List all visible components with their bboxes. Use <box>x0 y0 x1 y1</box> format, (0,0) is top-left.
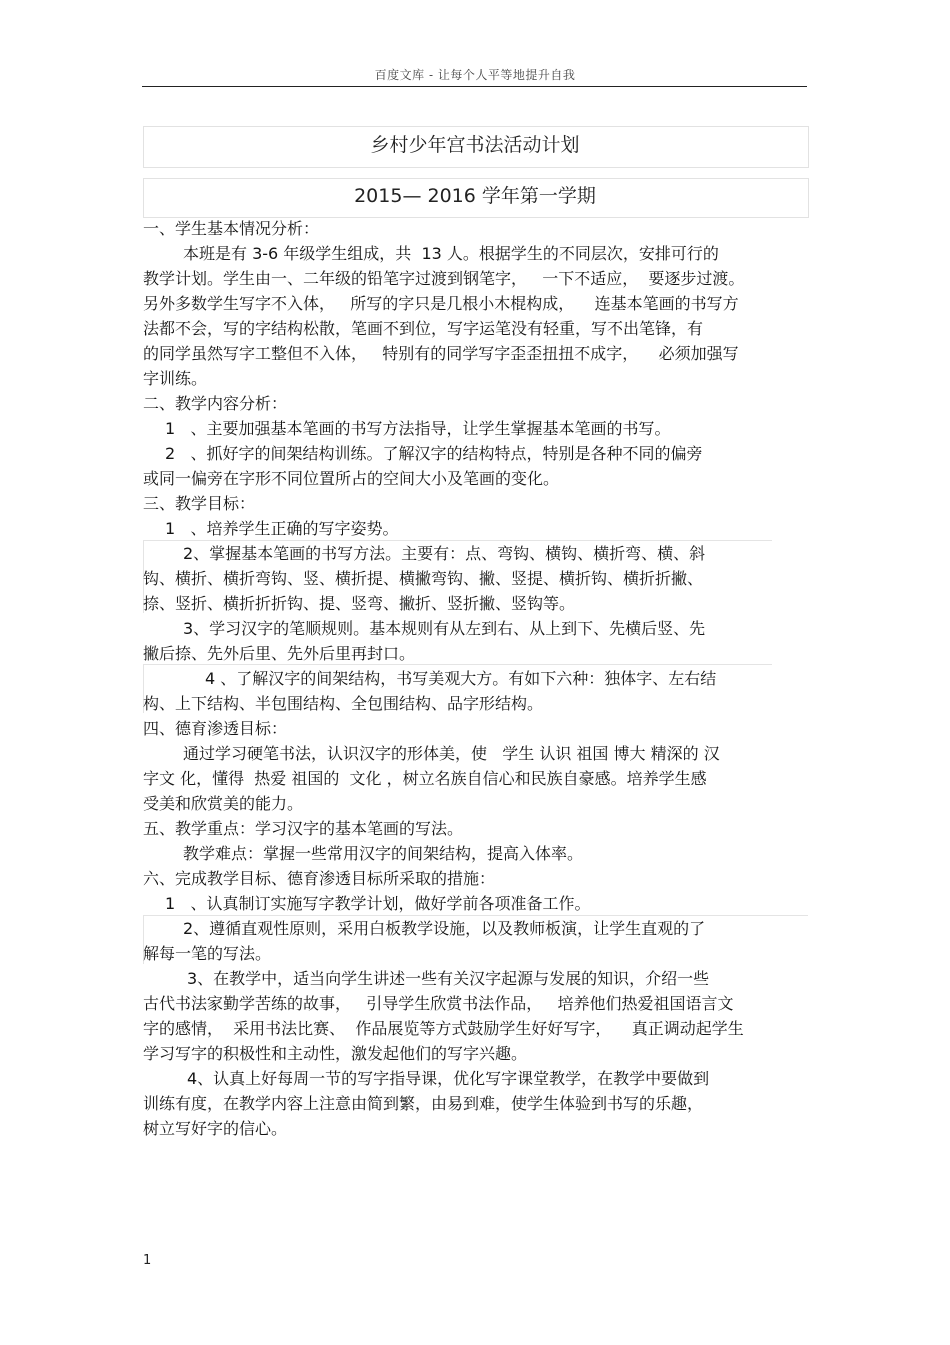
document-title: 乡村少年宫书法活动计划 <box>370 134 580 156</box>
section-heading: 四、德育渗透目标： <box>143 719 288 738</box>
text-line: 或同一偏旁在字形不同位置所占的空间大小及笔画的变化。 <box>143 469 560 488</box>
text-line: 3、在教学中，适当向学生讲述一些有关汉字起源与发展的知识，介绍一些 <box>187 969 710 988</box>
text-line: 受美和欣赏美的能力。 <box>143 794 304 813</box>
text-line: 字文 化，懂得 热爱 祖国的 文化 ，树立名族自信心和民族自豪感。培养学生感 <box>143 769 707 788</box>
text-line: 本班是有 3-6 年级学生组成，共 13 人。根据学生的不同层次，安排可行的 <box>183 244 719 263</box>
text-line: 捺、竖折、横折折折钩、提、竖弯、撇折、竖折撇、竖钩等。 <box>143 594 576 613</box>
section-heading: 六、完成教学目标、德育渗透目标所采取的措施： <box>143 869 496 888</box>
text-line: 字的感情， 采用书法比赛、 作品展览等方式鼓励学生好好写字， 真正调动起学生 <box>143 1019 744 1038</box>
text-line: 另外多数学生写字不入体， 所写的字只是几根小木棍构成， 连基本笔画的书写方 <box>143 294 739 313</box>
text-line: 2、遵循直观性原则，采用白板教学设施，以及教师板演，让学生直观的了 <box>183 919 706 938</box>
text-line: 教学难点：掌握一些常用汉字的间架结构，提高入体率。 <box>183 844 584 863</box>
text-line: 的同学虽然写字工整但不入体， 特别有的同学写字歪歪扭扭不成字， 必须加强写 <box>143 344 739 363</box>
text-line: 撇后捺、先外后里、先外后里再封口。 <box>143 644 416 663</box>
text-line: 教学计划。学生由一、二年级的铅笔字过渡到钢笔字， 一下不适应， 要逐步过渡。 <box>143 269 745 288</box>
text-line: 训练有度，在教学内容上注意由简到繁，由易到难，使学生体验到书写的乐趣， <box>143 1094 704 1113</box>
text-line: 树立写好字的信心。 <box>143 1119 288 1138</box>
page-header: 百度文库 - 让每个人平等地提升自我 <box>374 68 576 82</box>
text-line: 3、学习汉字的笔顺规则。基本规则有从左到右、从上到下、先横后竖、先 <box>183 619 706 638</box>
text-line: 解每一笔的写法。 <box>143 944 272 963</box>
text-line: 学习写字的积极性和主动性，激发起他们的写字兴趣。 <box>143 1044 528 1063</box>
text-line: 1 、认真制订实施写字教学计划，做好学前各项准备工作。 <box>165 894 591 913</box>
header-divider <box>142 86 807 87</box>
section-heading: 五、教学重点：学习汉字的基本笔画的写法。 <box>143 819 464 838</box>
text-line: 1 、培养学生正确的写字姿势。 <box>165 519 399 538</box>
document-subtitle: 2015— 2016 学年第一学期 <box>354 185 596 207</box>
text-line: 4 、了解汉字的间架结构，书写美观大方。有如下六种：独体字、左右结 <box>205 669 717 688</box>
text-line: 字训练。 <box>143 369 208 388</box>
page-number: 1 <box>143 1253 152 1268</box>
text-line: 构、上下结构、半包围结构、全包围结构、品字形结构。 <box>143 694 544 713</box>
text-line: 2、掌握基本笔画的书写方法。主要有：点、弯钩、横钩、横折弯、横、斜 <box>183 544 706 563</box>
text-line: 1 、主要加强基本笔画的书写方法指导，让学生掌握基本笔画的书写。 <box>165 419 671 438</box>
text-line: 古代书法家勤学苦练的故事， 引导学生欣赏书法作品， 培养他们热爱祖国语言文 <box>143 994 734 1013</box>
text-line: 2 、抓好字的间架结构训练。了解汉字的结构特点，特别是各种不同的偏旁 <box>165 444 703 463</box>
text-line: 4、认真上好每周一节的写字指导课，优化写字课堂教学，在教学中要做到 <box>187 1069 710 1088</box>
text-line: 法都不会，写的字结构松散，笔画不到位，写字运笔没有轻重，写不出笔锋，有 <box>143 319 704 338</box>
text-line: 一、学生基本情况分析： <box>143 219 320 238</box>
text-line: 通过学习硬笔书法，认识汉字的形体美，使 学生 认识 祖国 博大 精深的 汉 <box>183 744 720 763</box>
text-line: 钩、横折、横折弯钩、竖、横折提、横撇弯钩、撇、竖提、横折钩、横折折撇、 <box>143 569 704 588</box>
section-heading: 二、教学内容分析： <box>143 394 288 413</box>
section-heading: 三、教学目标： <box>143 494 256 513</box>
